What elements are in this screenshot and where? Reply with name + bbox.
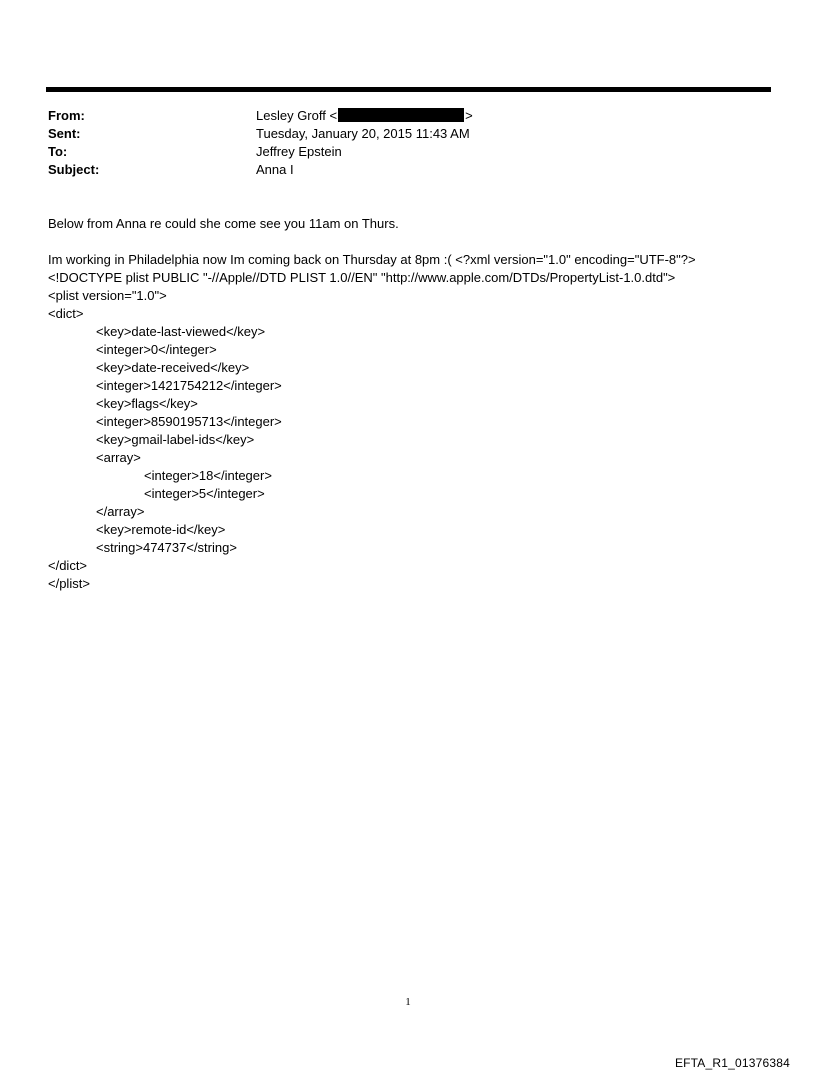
body-line: <!DOCTYPE plist PUBLIC "-//Apple//DTD PLIST 1.0//EN" "http://www.apple.com/DTDs/PropertyList-1.0.dtd">: [48, 270, 676, 285]
body-line: Im working in Philadelphia now Im coming back on Thursday at 8pm :( <?xml version="1.0" encoding="UTF-8"?>: [48, 252, 696, 267]
body-line: <plist version="1.0">: [48, 288, 167, 303]
from-name: Lesley Groff <: [256, 108, 338, 123]
body-line: <array>: [96, 450, 141, 465]
body-line: </array>: [96, 504, 145, 519]
subject-label: Subject:: [48, 162, 100, 177]
subject-value: Anna I: [256, 162, 294, 177]
body-line: <integer>1421754212</integer>: [96, 378, 282, 393]
body-line: </dict>: [48, 558, 88, 573]
sent-row: [48, 125, 748, 143]
subject-row: [48, 161, 748, 179]
body-intro: Below from Anna re could she come see you 11am on Thurs.: [48, 216, 399, 231]
body-line: </plist>: [48, 576, 90, 591]
from-value: [256, 107, 748, 125]
sent-label: Sent:: [48, 126, 81, 141]
body-line: <key>date-last-viewed</key>: [96, 324, 266, 339]
body-line: <integer>5</integer>: [144, 486, 265, 501]
from-label: From:: [48, 108, 85, 123]
header-divider: [46, 87, 771, 92]
body-line: <string>474737</string>: [96, 540, 237, 555]
email-header: [48, 107, 748, 179]
to-label: To:: [48, 144, 68, 159]
body-line: <integer>8590195713</integer>: [96, 414, 282, 429]
page-number: 1: [405, 996, 411, 1008]
to-row: [48, 143, 748, 161]
email-body: [48, 215, 788, 593]
from-row: [48, 107, 748, 125]
sent-value: Tuesday, January 20, 2015 11:43 AM: [256, 126, 470, 141]
blank-line: [48, 233, 788, 251]
body-line: <integer>0</integer>: [96, 342, 217, 357]
to-value: Jeffrey Epstein: [256, 144, 342, 159]
body-line: <dict>: [48, 306, 84, 321]
redaction-box: [338, 108, 464, 122]
from-email-close: >: [465, 108, 473, 123]
body-line: <integer>18</integer>: [144, 468, 272, 483]
body-line: <key>gmail-label-ids</key>: [96, 432, 255, 447]
document-id: EFTA_R1_01376384: [674, 1056, 790, 1070]
body-line: <key>flags</key>: [96, 396, 198, 411]
body-line: <key>remote-id</key>: [96, 522, 226, 537]
body-line: <key>date-received</key>: [96, 360, 250, 375]
